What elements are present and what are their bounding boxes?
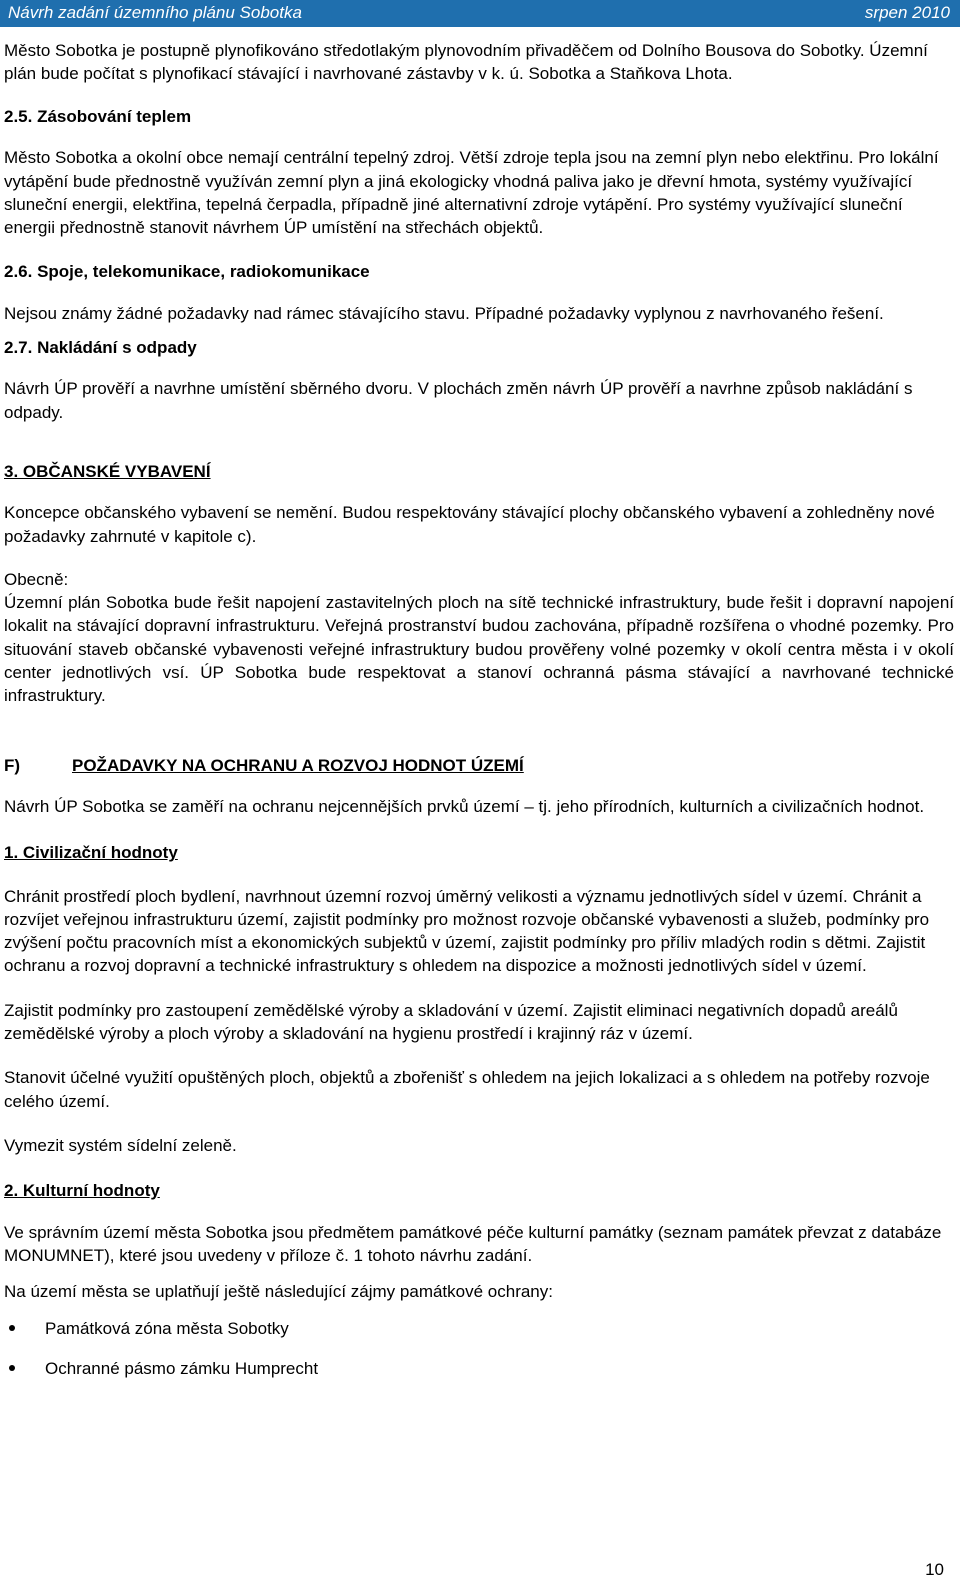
paragraph-general: Územní plán Sobotka bude řešit napojení zastavitelných ploch na sítě technické infrastruktury, bude řešit i dopravní napojení lokalit na stávající dopravní infrastrukturu. Veřejná prostranství budou zachována, případně rozšířena o vhodné pozemky. Pro situování staveb občanské vybavenosti veřejné infrastruktury budou prověřeny volné pozemky v okolí centra města i v okolí center jednotlivých vsí. ÚP Sobotka bude respektovat a stanoví ochranná pásma stávající a navrhované technické infrastruktury. [4,593,954,706]
list-item-text: Památková zóna města Sobotky [45,1319,289,1339]
paragraph-waste: Návrh ÚP prověří a navrhne umístění sběrného dvoru. V plochách změn návrh ÚP prověří a navrhne způsob nakládání s odpady. [4,379,913,422]
bullet-icon [9,1325,15,1331]
bullet-list [4,1317,954,1380]
paragraph-gas: Město Sobotka je postupně plynofikováno středotlakým plynovodním přivaděčem od Dolního Bousova do Sobotky. Územní plán bude počítat s plynofikací stávající i navrhované zástavby v k. ú. Sobotka a Staňkova Lhota. [4,41,928,83]
paragraph-civ4: Vymezit systém sídelní zeleně. [4,1135,237,1155]
paragraph-civ3: Stanovit účelné využití opuštěných ploch, objektů a zbořenišť s ohledem na jejich lokalizaci a s ohledem na potřeby rozvoje celého území. [4,1068,930,1111]
heading-F-number: F) [4,755,21,775]
label-obecne: Obecně: [4,569,69,589]
paragraph-civ1: Chránit prostředí ploch bydlení, navrhnout územní rozvoj úměrný velikosti a významu jednotlivých sídel v území. Chránit a rozvíjet veřejnou infrastrukturu území, zajistit podmínky pro možnost rozvoje občanské vybavenosti a služeb, podmínky pro zvýšení počtu pracovních míst a ekonomických subjektů v území, zajistit podmínky pro příliv mladých rodin s dětmi. Zajistit ochranu a rozvoj dopravní a technické infrastruktury s ohledem na dispozice a možnosti jednotlivých sídel v území. [4,886,930,976]
heading-2-7: 2.7. Nakládání s odpady [4,338,197,358]
document-date: srpen 2010 [864,3,950,22]
list-item-text: Ochranné pásmo zámku Humprecht [45,1359,319,1379]
paragraph-telco: Nejsou známy žádné požadavky nad rámec stávajícího stavu. Případné požadavky vyplynou z navrhovaného řešení. [4,303,884,323]
page-header [0,0,960,27]
document-body [4,40,954,1380]
paragraph-F: Návrh ÚP Sobotka se zaměří na ochranu nejcennějších prvků území – tj. jeho přírodních, kulturních a civilizačních hodnot. [4,796,925,816]
heading-3: 3. OBČANSKÉ VYBAVENÍ [4,461,211,481]
bullet-icon [9,1365,15,1371]
paragraph-civ2: Zajistit podmínky pro zastoupení zemědělské výroby a skladování v území. Zajistit eliminaci negativních dopadů areálů zemědělské výroby a ploch výroby a skladování na hygienu prostředí i krajinný ráz v území. [4,1000,898,1044]
list-item [4,1317,954,1340]
page-number: 10 [925,1560,944,1579]
heading-2-6: 2.6. Spoje, telekomunikace, radiokomunikace [4,262,370,282]
heading-2-5: 2.5. Zásobování teplem [4,107,192,126]
heading-1: 1. Civilizační hodnoty [4,843,178,863]
heading-2: 2. Kulturní hodnoty [4,1181,160,1201]
heading-F-title: POŽADAVKY NA OCHRANU A ROZVOJ HODNOT ÚZEMÍ [72,755,524,775]
heading-F [4,754,954,777]
list-item [4,1357,954,1380]
document-title: Návrh zadání územního plánu Sobotka [8,3,302,22]
paragraph-heat: Město Sobotka a okolní obce nemají centrální tepelný zdroj. Větší zdroje tepla jsou na zemní plyn nebo elektřinu. Pro lokální vytápění bude přednostně využíván zemní plyn a jiná ekologicky vhodná paliva jako je dřevní hmota, systémy využívající sluneční energii, elektřina, tepelná čerpadla, případně jiné alternativní zdroje vytápění. Pro systémy využívající sluneční energii přednostně stanovit návrhem ÚP umístění na střechách objektů. [4,148,939,238]
paragraph-civic: Koncepce občanského vybavení se nemění. Budou respektovány stávající plochy občanského vybavení a zohledněny nové požadavky zahrnuté v kapitole c). [4,503,935,546]
paragraph-cult2: Na území města se uplatňují ještě následující zájmy památkové ochrany: [4,1282,553,1302]
paragraph-cult1: Ve správním území města Sobotka jsou předmětem památkové péče kulturní památky (seznam památek převzat z databáze MONUMNET), které jsou uvedeny v příloze č. 1 tohoto návrhu zadání. [4,1222,942,1265]
